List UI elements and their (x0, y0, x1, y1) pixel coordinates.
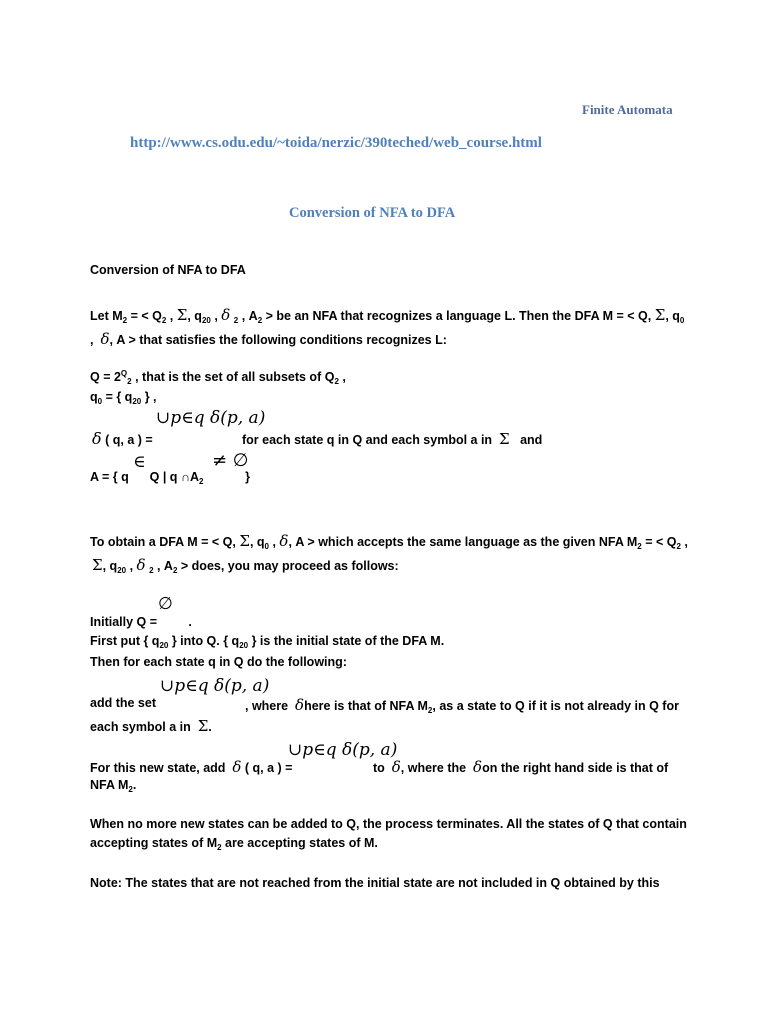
sigma-symbol: Σ (654, 306, 666, 324)
union-formula: ∪p∈q δ(p, a) (288, 740, 398, 760)
page-title: Conversion of NFA to DFA (289, 205, 456, 221)
delta-symbol: δ (391, 758, 401, 776)
condition-q0-line: $q_0$ = { $q_{20}$ } , (90, 390, 157, 406)
step-new-state-line1b: to δ, where the δon the right hand side is that of (373, 758, 669, 776)
delta-symbol: δ (100, 330, 110, 348)
delta-symbol: δ (221, 306, 231, 324)
document-label: Finite Automata (582, 102, 673, 117)
condition-a-line: A = { q Q | q $\cap A_2$ } (90, 470, 250, 486)
delta-symbol: δ (136, 556, 146, 574)
union-formula: ∪p∈q δ(p, a) (156, 408, 266, 428)
step-add-set-text: , where δhere is that of NFA $M_2$, as a state to Q if it is not already in Q for (245, 696, 679, 715)
step-then-for-each: Then for each state q in Q do the following: (90, 655, 347, 669)
paragraph-obtain-line2: Σ, $q_{20}$ , δ $_2$ , $A_2$ > does, you may proceed as follows: (92, 556, 399, 575)
union-formula: ∪p∈q δ(p, a) (160, 676, 270, 696)
step-new-state-line1: For this new state, add δ ( q, a ) = (90, 758, 293, 776)
paragraph-termination-line2: accepting states of $M_2$ are accepting states of M. (90, 836, 378, 852)
section-heading: Conversion of NFA to DFA (90, 263, 246, 277)
empty-set-symbol: ∅ (158, 594, 173, 614)
delta-symbol: δ (232, 758, 242, 776)
step-initially: Initially Q = . (90, 615, 192, 629)
delta-symbol: δ (295, 696, 305, 714)
source-url-link[interactable]: http://www.cs.odu.edu/~toida/nerzic/390teched/web_course.html (130, 135, 542, 151)
sigma-symbol: Σ (176, 306, 188, 324)
step-add-set-label: add the set (90, 696, 156, 710)
not-empty-symbol: ≠ ∅ (212, 450, 249, 471)
condition-delta-text: for each state q in Q and each symbol a in Σ and (242, 430, 543, 448)
sigma-symbol: Σ (92, 556, 103, 574)
paragraph-obtain-line1: To obtain a DFA M = < Q, Σ, $q_0$ , δ, A > which accepts the same language as the given NFA $M_2$ = < $Q_2$ , (90, 532, 688, 551)
condition-delta-line: δ ( q, a ) = (92, 429, 153, 448)
note-paragraph: Note: The states that are not reached from the initial state are not included in Q obtained by this (90, 876, 660, 890)
paragraph-termination-line1: When no more new states can be added to Q, the process terminates. All the states of Q that contain (90, 817, 687, 831)
delta-symbol: δ (92, 429, 102, 448)
step-first-put: First put { $q_{20}$ } into Q. { $q_{20}$ } is the initial state of the DFA M. (90, 634, 445, 650)
paragraph-nfa-definition-line2: , δ, A > that satisfies the following conditions recognizes L: (90, 330, 447, 348)
sigma-symbol: Σ (239, 532, 250, 550)
note-label: Note: (90, 876, 122, 890)
sigma-symbol: Σ (499, 430, 510, 448)
delta-symbol: δ (473, 758, 483, 776)
condition-q-line: $Q = 2^Q_2$ , that is the set of all subsets of $Q_2$ , (90, 369, 346, 386)
paragraph-nfa-definition-line1: Let $M_2$ = < $Q_2$ , Σ, $q_{20}$ , δ $_2$ , $A_2$ > be an NFA that recognizes a language L. Then the DFA M = < Q, Σ, $q_0$ (90, 306, 685, 325)
sigma-symbol: Σ (197, 717, 209, 735)
step-new-state-line2: NFA $M_2$. (90, 778, 137, 794)
delta-symbol: δ (279, 532, 289, 550)
element-of-symbol: ∈ (133, 452, 146, 472)
step-each-symbol: each symbol a in Σ. (90, 717, 212, 735)
